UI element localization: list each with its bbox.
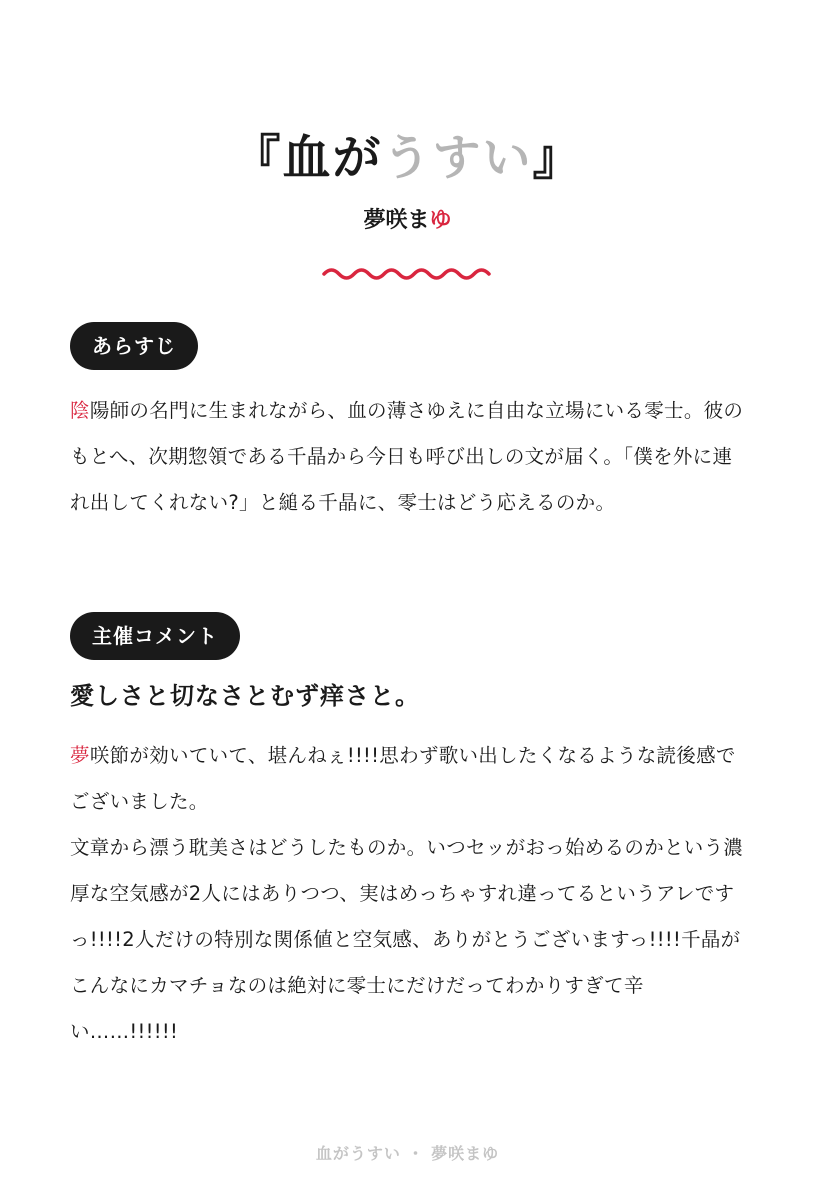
author-name	[0, 204, 815, 238]
wave-divider	[322, 262, 492, 286]
synopsis-body: 陽師の名門に生まれながら、血の薄さゆえに自由な立場にいる零士。彼のもとへ、次期惣領である千晶から今日も呼び出しの文が届く。「僕を外に連れ出してくれない?」と縋る千晶に、零士はどう応えるのか。	[70, 399, 744, 514]
comment-first-char: 夢	[70, 744, 90, 767]
title-close-bracket: 』	[532, 130, 583, 186]
comment-paragraph-2: 文章から漂う耽美さはどうしたものか。いつセッがおっ始めるのかという濃厚な空気感が2人にはありつつ、実はめっちゃすれ違ってるというアレですっ!!!!2人だけの特別な関係値と空気感、ありがとうございますっ!!!!千晶がこんなにカマチョなのは絶対に零士にだけだってわかりすぎて辛い……!!!!!!	[70, 836, 744, 1043]
footer-credit: 血がうすい ・ 夢咲まゆ	[315, 1144, 500, 1163]
author-red-part: ゆ	[429, 208, 452, 233]
comment-label: 主催コメント	[70, 612, 240, 660]
story-title	[0, 128, 815, 188]
author-dark-part: 夢咲ま	[363, 208, 430, 233]
title-open-bracket: 『	[232, 130, 283, 186]
synopsis-first-char: 陰	[70, 399, 90, 422]
comment-paragraph-1-body: 咲節が効いていて、堪んねぇ!!!!思わず歌い出したくなるような読後感でございました。	[70, 744, 736, 813]
comment-paragraph-1	[70, 733, 750, 825]
title-dark-part: 血が	[282, 130, 383, 186]
comment-catchphrase: 愛しさと切なさとむず痒さと。	[70, 682, 420, 710]
synopsis-text	[70, 388, 750, 526]
comment-text	[70, 733, 750, 1055]
title-pale-part: うすい	[382, 130, 533, 186]
synopsis-label: あらすじ	[70, 322, 198, 370]
